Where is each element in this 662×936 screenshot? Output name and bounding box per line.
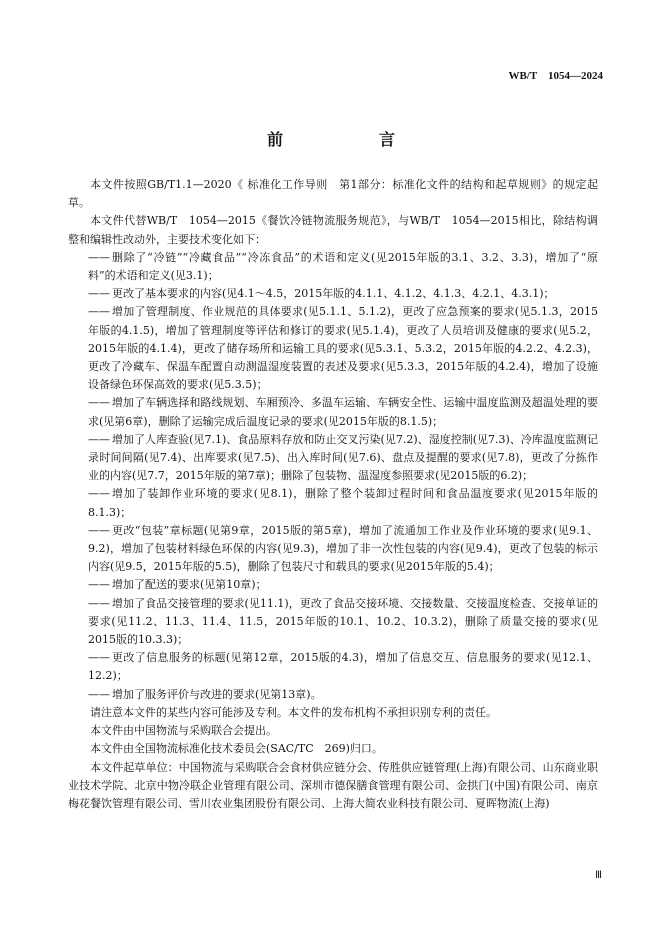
committee-statement: 本文件由全国物流标准化技术委员会(SAC/TC 269)归口。 <box>90 742 383 756</box>
document-body <box>68 176 598 813</box>
page-title: 前 言 <box>266 130 435 149</box>
page-number: Ⅲ <box>595 870 602 881</box>
dash-marker: —— <box>88 250 110 264</box>
change-item: —— 增加了人库查验(见7.1)、食品原料存放和防止交叉污染(见7.2)、湿度控制(见7.3)、冷库温度监测记录时间间隔(见7.4)、出库要求(见7.5)、出入库时间(见7.6)、盘点及提醒的要求(见7.8)，更改了分拣作业的内容(见7.7，2015年版的第7章)；删除了包装物、温湿度参照要求(见2015版的6.2)； <box>88 432 598 483</box>
dash-marker: —— <box>88 305 110 319</box>
change-item: —— 删除了“冷链”“冷藏食品”“冷冻食品”的术语和定义(见2015年版的3.1、3.2、3.3)，增加了“原料”的术语和定义(见3.1)； <box>88 250 598 283</box>
drafting-organizations: 本文件起草单位：中国物流与采购联合会食材供应链分会、传胜供应链管理(上海)有限公司、山东商业职业技术学院、北京中物冷联企业管理有限公司、深圳市德保膳食管理有限公司、金拱门(中国)有限公司、南京梅花餐饮管理有限公司、雪川农业集团股份有限公司、上海大简农业科技有限公司、夏晖物流(上海) <box>68 760 598 810</box>
dash-marker: —— <box>88 487 110 501</box>
patent-notice: 请注意本文件的某些内容可能涉及专利。本文件的发布机构不承担识别专利的责任。 <box>90 705 497 719</box>
dash-marker: —— <box>88 432 110 446</box>
dash-marker: —— <box>88 596 110 610</box>
intro-paragraph-replacement: 本文件代替WB/T 1054—2015《餐饮冷链物流服务规范》，与WB/T 1054—2015相比，除结构调整和编辑性改动外，主要技术变化如下： <box>68 214 598 246</box>
change-item: —— 增加了服务评价与改进的要求(见第13章)。 <box>68 686 598 704</box>
dash-marker: —— <box>88 687 110 701</box>
change-item: —— 更改“包装”章标题(见第9章，2015版的第5章)，增加了流通加工作业及作业环境的要求(见9.1、9.2)，增加了包装材料绿色环保的内容(见9.3)，增加了非一次性包装的内容(见9.4)，更改了包装的标示内容(见9.5，2015年版的5.5)，删除了包装尺寸和载具的要求(见2015年版的5.4)； <box>88 523 598 574</box>
intro-paragraph-drafting: 本文件按照GB/T1.1—2020《 标准化工作导则 第1部分：标准化文件的结构和起草规则》的规定起草。 <box>68 178 598 210</box>
standard-code: WB/T 1054—2024 <box>508 70 603 82</box>
change-item: —— 增加了食品交接管理的要求(见11.1)，更改了食品交接环境、交接数量、交接温度检查、交接单证的要求(见11.2、11.3、11.4、11.5，2015年版的10.1、10.2、10.3.2)，删除了质量交接的要求(见2015版的10.3.3)； <box>88 596 598 647</box>
changes-list <box>68 249 598 704</box>
change-item: —— 增加了装卸作业环境的要求(见8.1)，删除了整个装卸过程时间和食品温度要求(见2015年版的8.1.3)； <box>88 487 598 519</box>
proposer-statement: 本文件由中国物流与采购联合会提出。 <box>90 724 277 738</box>
change-item: —— 增加了配送的要求(见第10章)； <box>68 576 598 594</box>
dash-marker: —— <box>88 523 110 537</box>
dash-marker: —— <box>88 578 110 592</box>
change-item: —— 更改了基本要求的内容(见4.1～4.5，2015年版的4.1.1、4.1.2、4.1.3、4.2.1、4.3.1)； <box>68 285 598 303</box>
change-item: —— 增加了车辆选择和路线规划、车厢预冷、多温车运输、车辆安全性、运输中温度监测及超温处理的要求(见第6章)，删除了运输完成后温度记录的要求(见2015年版的8.1.5)； <box>88 396 598 428</box>
dash-marker: —— <box>88 287 110 301</box>
change-item: —— 更改了信息服务的标题(见第12章，2015版的4.3)，增加了信息交互、信息服务的要求(见12.1、12.2)； <box>88 651 598 683</box>
change-item: —— 增加了管理制度、作业规范的具体要求(见5.1.1、5.1.2)，更改了应急预案的要求(见5.1.3，2015年版的4.1.5)，增加了管理制度等评估和修订的要求(见5.1.4)，更改了人员培训及健康的要求(见5.2，2015年版的4.1.4)，更改了储存场所和运输工具的要求(见5.3.1、5.3.2，2015年版的4.2.2、4.2.3)，更改了冷藏车、保温车配置自动测温湿度装置的表述及要求(见5.3.3，2015年版的4.2.4)，增加了设施设备绿色环保高效的要求(见5.3.5)； <box>88 305 598 392</box>
dash-marker: —— <box>88 396 110 410</box>
dash-marker: —— <box>88 651 110 665</box>
